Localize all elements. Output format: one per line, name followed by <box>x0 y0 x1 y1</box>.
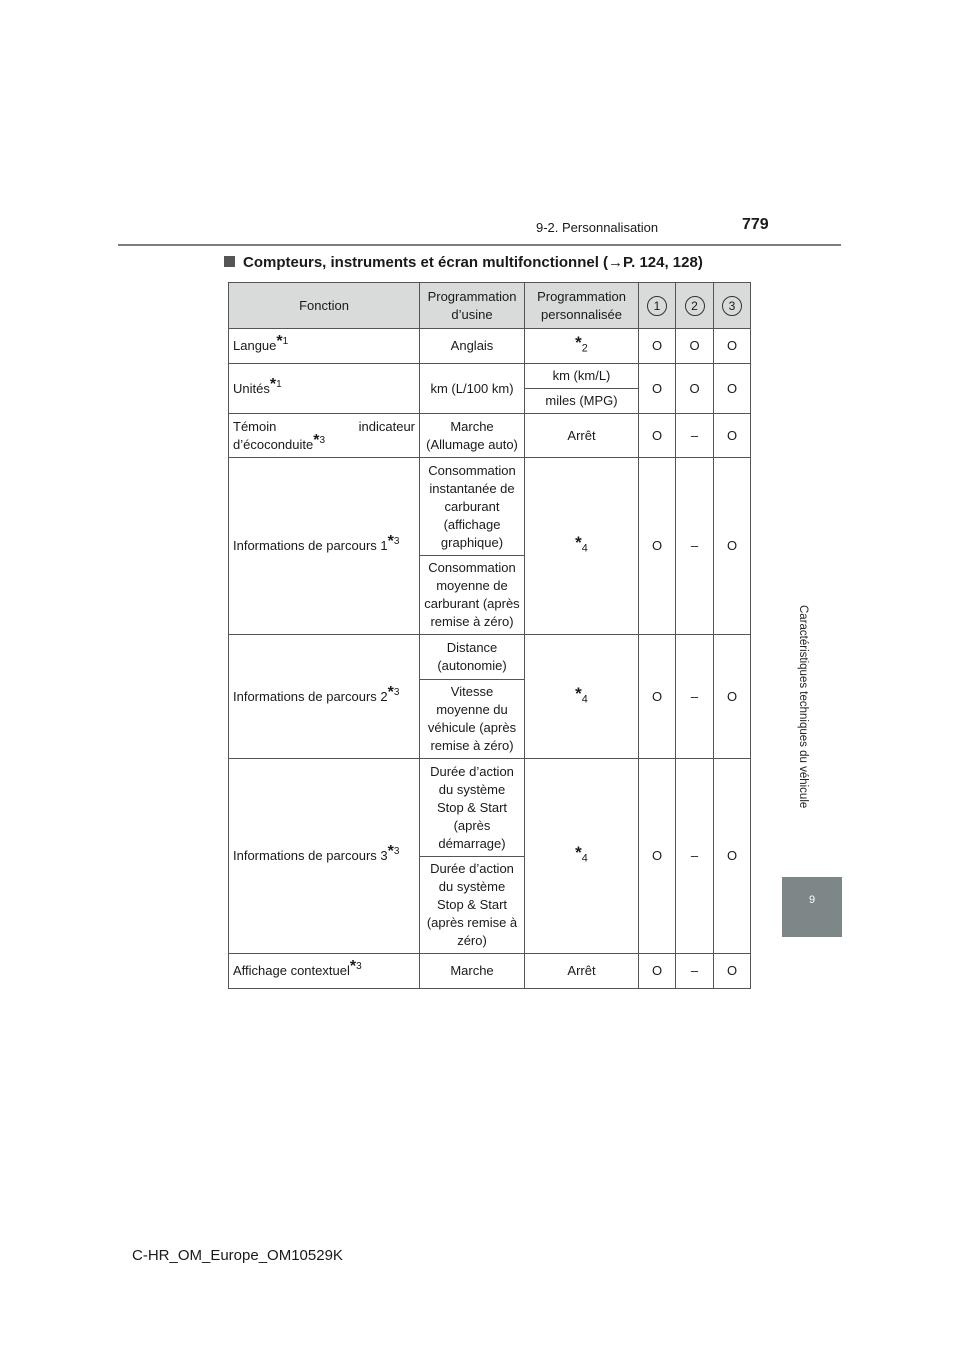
circled-number-3: 3 <box>722 296 742 316</box>
function-label: Langue <box>233 338 277 353</box>
header-col-1 <box>639 283 676 329</box>
footnote-number: 1 <box>276 378 282 390</box>
col-3-cell: O <box>714 458 751 635</box>
custom-cell: miles (MPG) <box>525 389 639 414</box>
col-3-cell: O <box>714 329 751 364</box>
settings-table <box>228 282 751 989</box>
footnote-number: 3 <box>393 536 400 547</box>
table-header-row <box>229 283 751 329</box>
factory-cell: Durée d’action du système Stop & Start (après remise à zéro) <box>420 857 525 954</box>
chapter-tab <box>782 877 842 937</box>
footnote-asterisk-icon: * <box>575 683 582 703</box>
footnote-asterisk-icon: * <box>269 375 277 393</box>
col-1-cell: O <box>639 635 676 759</box>
page-number: 779 <box>742 216 769 233</box>
function-label: Informations de parcours 2 <box>233 688 388 704</box>
chapter-number: 9 <box>808 894 816 906</box>
footnote-number: 3 <box>319 434 326 446</box>
custom-cell <box>525 759 639 954</box>
col-1-cell: O <box>639 458 676 635</box>
factory-cell: Consommation moyenne de carburant (après remise à zéro) <box>420 556 525 635</box>
custom-cell: km (km/L) <box>525 364 639 389</box>
table-row <box>229 759 751 857</box>
function-cell <box>229 954 420 989</box>
table-row <box>229 329 751 364</box>
col-2-cell: – <box>676 759 714 954</box>
function-cell <box>229 414 420 458</box>
footnote-asterisk-icon: * <box>575 333 582 353</box>
footnote-number: 2 <box>581 342 588 355</box>
factory-cell: Marche <box>420 954 525 989</box>
function-cell <box>229 635 420 759</box>
col-1-cell: O <box>639 414 676 458</box>
col-1-cell: O <box>639 759 676 954</box>
col-2-cell: – <box>676 458 714 635</box>
col-1-cell: O <box>639 954 676 989</box>
footnote-asterisk-icon: * <box>313 431 320 449</box>
col-2-cell: – <box>676 954 714 989</box>
running-header-section: 9-2. Personnalisation <box>536 220 659 235</box>
factory-cell: Distance (autonomie) <box>420 635 525 680</box>
bullet-square-icon <box>224 256 235 267</box>
col-2-cell: O <box>676 329 714 364</box>
col-1-cell: O <box>639 364 676 414</box>
footnote-asterisk-icon: * <box>276 333 283 350</box>
document-id-footer: C-HR_OM_Europe_OM10529K <box>132 1247 343 1264</box>
factory-cell: Vitesse moyenne du véhicule (après remise à zéro) <box>420 680 525 759</box>
footnote-number: 4 <box>581 852 588 865</box>
function-cell <box>229 329 420 364</box>
footnote-asterisk-icon: * <box>575 843 582 863</box>
function-label: Témoin indicateur d’écoconduite <box>233 418 415 452</box>
footnote-asterisk-icon: * <box>387 533 394 550</box>
footnote-number: 3 <box>356 961 362 972</box>
table-row <box>229 414 751 458</box>
footnote-asterisk-icon: * <box>349 958 357 975</box>
footnote-asterisk-icon: * <box>575 533 582 553</box>
function-label: Informations de parcours 1 <box>233 538 388 553</box>
col-3-cell: O <box>714 954 751 989</box>
section-title-text: Compteurs, instruments et écran multifonctionnel (→P. 124, 128) <box>243 254 703 271</box>
footnote-number: 3 <box>393 686 400 698</box>
header-col-3 <box>714 283 751 329</box>
function-cell <box>229 364 420 414</box>
function-label: Affichage contextuel <box>233 963 350 978</box>
factory-cell: Anglais <box>420 329 525 364</box>
factory-cell: Marche (Allumage auto) <box>420 414 525 458</box>
header-custom: Programmation personnalisée <box>525 283 639 329</box>
function-label: Informations de parcours 3 <box>233 848 388 863</box>
table-row <box>229 364 751 389</box>
function-label: Unités <box>233 380 270 396</box>
table-row <box>229 954 751 989</box>
custom-cell <box>525 458 639 635</box>
function-cell <box>229 759 420 954</box>
col-3-cell: O <box>714 635 751 759</box>
footnote-asterisk-icon: * <box>387 843 394 860</box>
custom-cell: Arrêt <box>525 414 639 458</box>
chapter-side-title: Caractéristiques techniques du véhicule <box>797 605 809 809</box>
circled-number-2: 2 <box>685 296 705 316</box>
custom-cell <box>525 635 639 759</box>
table-row <box>229 635 751 680</box>
col-1-cell: O <box>639 329 676 364</box>
footnote-number: 4 <box>581 693 588 706</box>
col-3-cell: O <box>714 759 751 954</box>
function-cell <box>229 458 420 635</box>
col-2-cell: – <box>676 414 714 458</box>
circled-number-1: 1 <box>647 296 667 316</box>
header-function: Fonction <box>229 283 420 329</box>
col-3-cell: O <box>714 364 751 414</box>
section-title <box>224 254 703 271</box>
header-rule <box>118 244 841 246</box>
footnote-number: 3 <box>393 846 400 857</box>
col-3-cell: O <box>714 414 751 458</box>
header-factory: Programmation d’usine <box>420 283 525 329</box>
factory-cell: Consommation instantanée de carburant (affichage graphique) <box>420 458 525 556</box>
custom-cell <box>525 329 639 364</box>
custom-cell: Arrêt <box>525 954 639 989</box>
col-2-cell: – <box>676 635 714 759</box>
table-row <box>229 458 751 556</box>
factory-cell: Durée d’action du système Stop & Start (après démarrage) <box>420 759 525 857</box>
header-col-2 <box>676 283 714 329</box>
footnote-number: 4 <box>581 542 588 555</box>
factory-cell: km (L/100 km) <box>420 364 525 414</box>
footnote-asterisk-icon: * <box>387 683 394 701</box>
col-2-cell: O <box>676 364 714 414</box>
footnote-number: 1 <box>282 336 289 347</box>
